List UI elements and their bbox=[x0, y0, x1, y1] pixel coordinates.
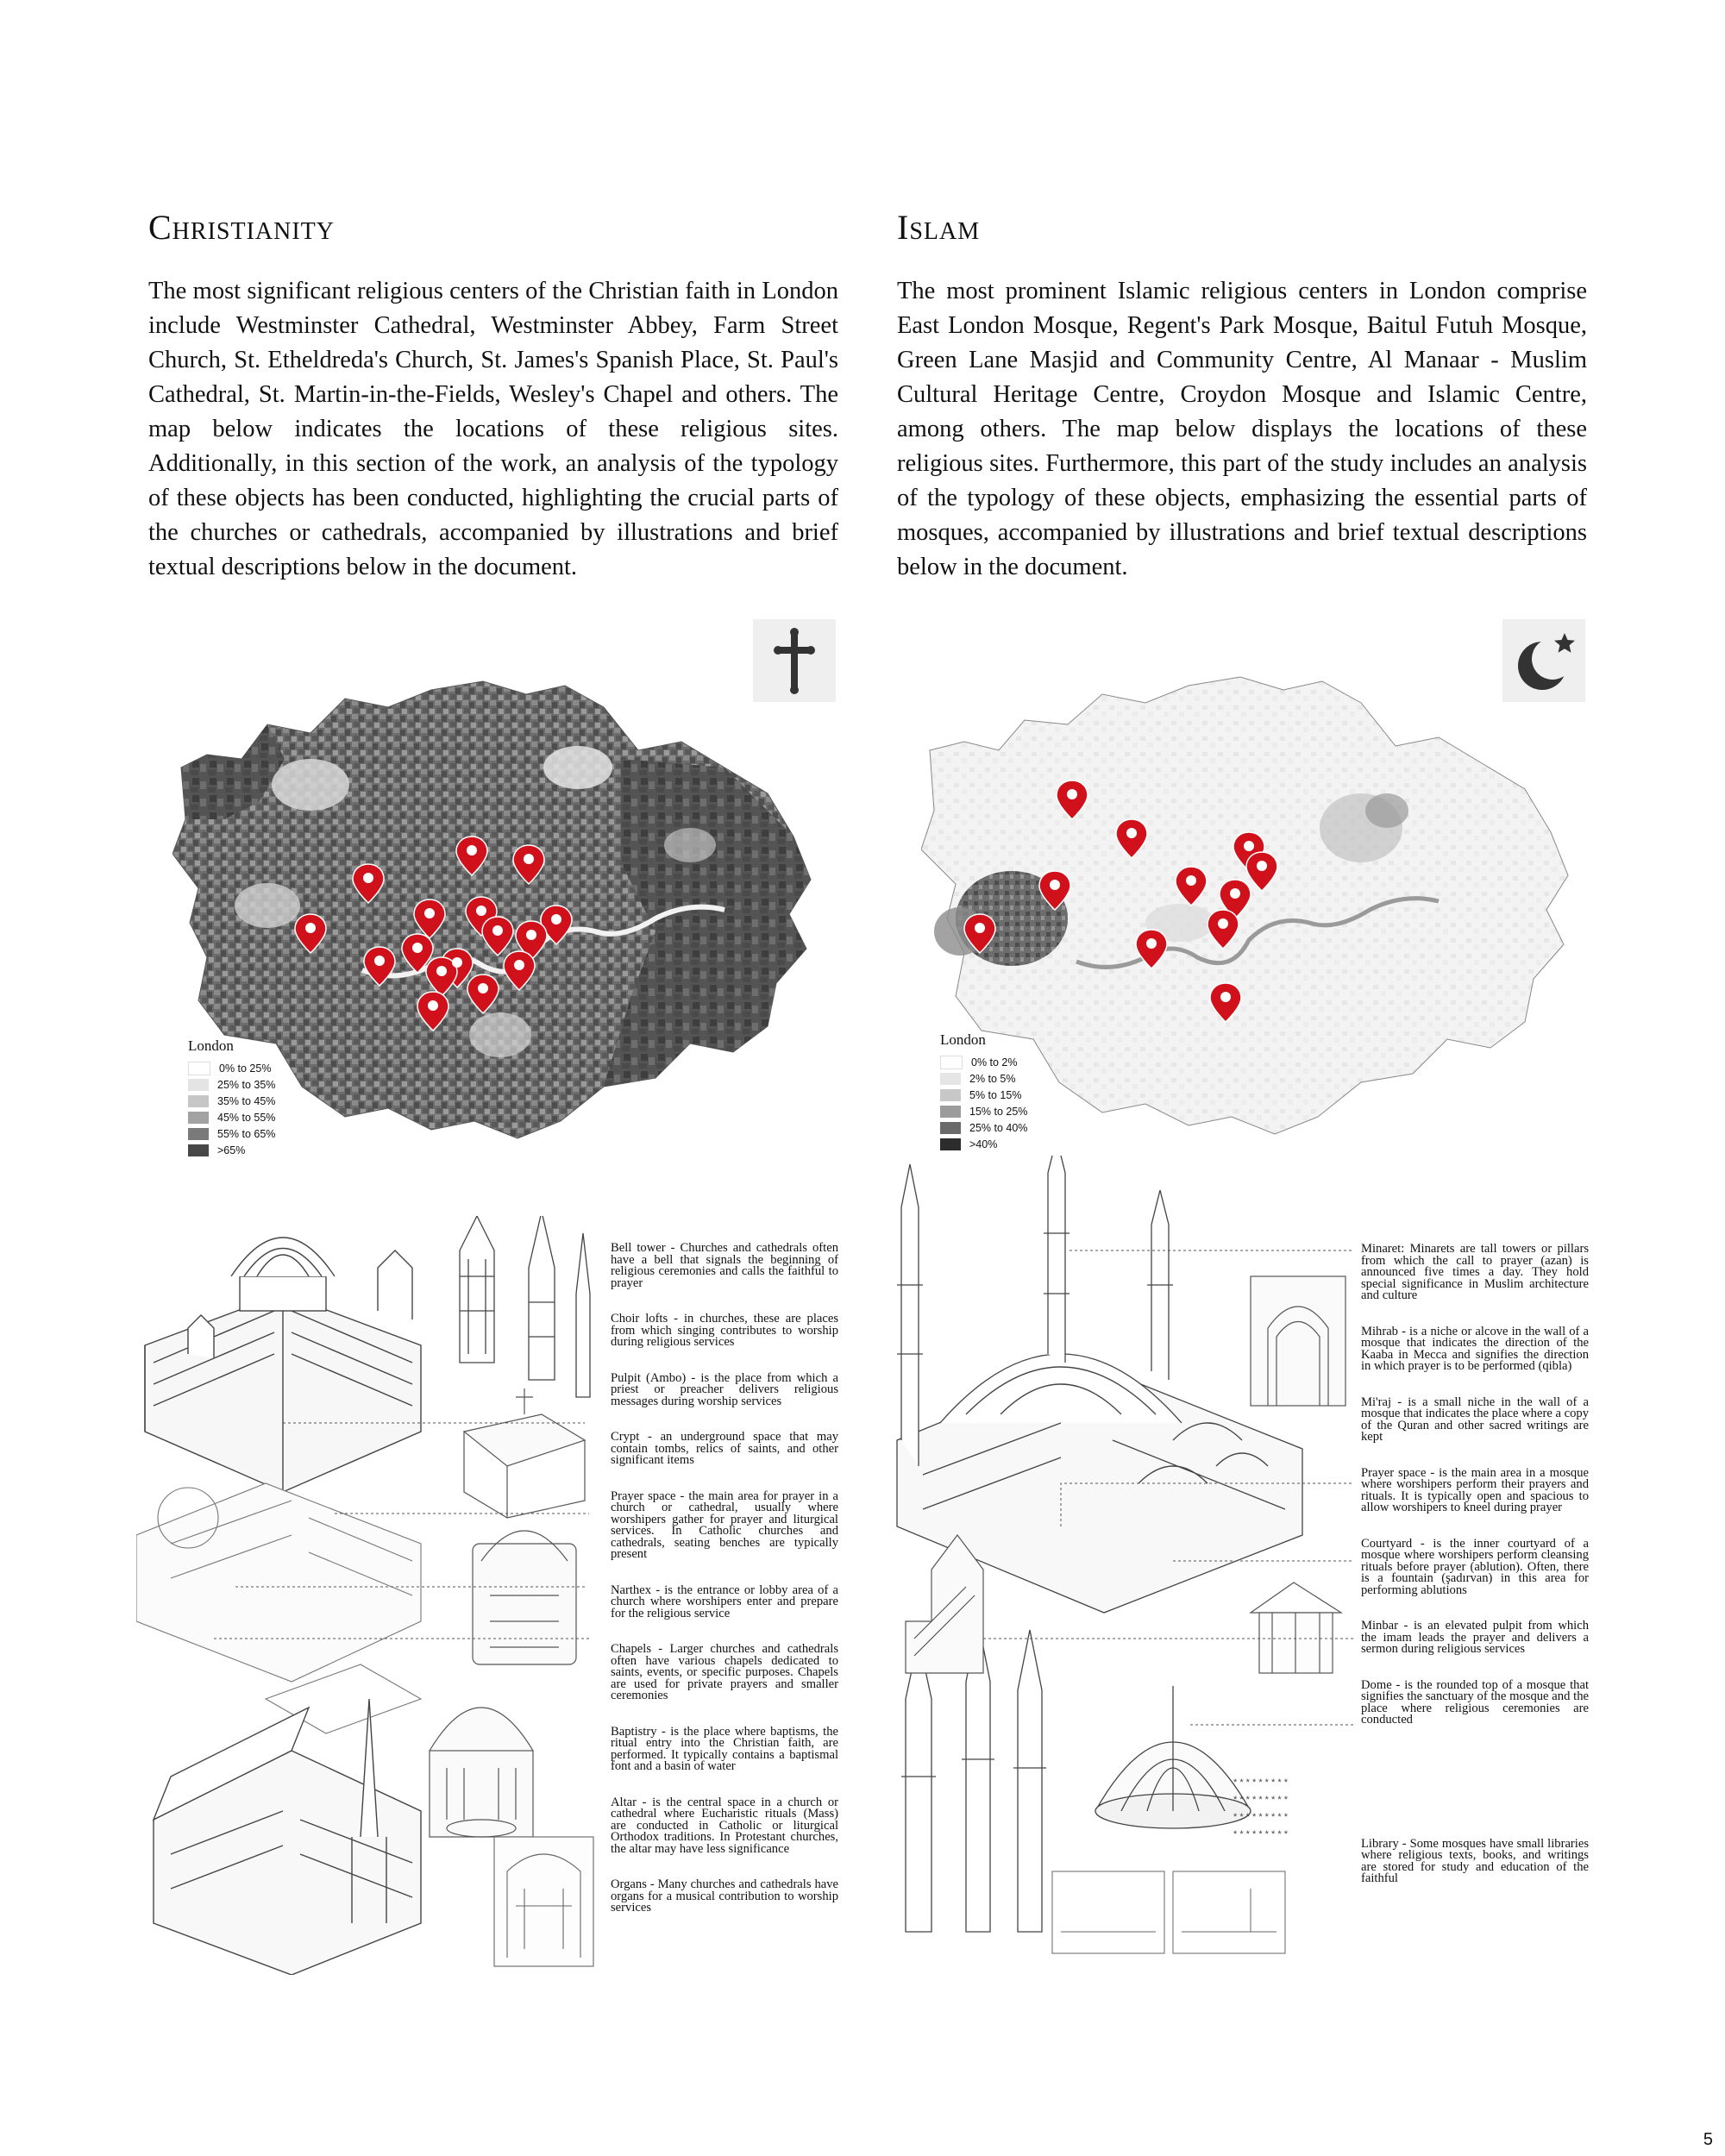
islam-map-legend bbox=[940, 1031, 1027, 1152]
minbar-drawing bbox=[906, 1535, 983, 1673]
legend-label: 0% to 25% bbox=[219, 1062, 272, 1075]
description-crypt: Crypt - an underground space that may contain tombs, relics of saints, and other significant items bbox=[611, 1430, 838, 1467]
legend-label: >40% bbox=[969, 1138, 998, 1150]
islam-title: Islam bbox=[897, 208, 981, 247]
islam-descriptions bbox=[1361, 1244, 1589, 1909]
legend-row bbox=[940, 1136, 1027, 1152]
christianity-title: Christianity bbox=[148, 208, 335, 247]
legend-label: >65% bbox=[217, 1144, 246, 1156]
legend-swatch bbox=[940, 1138, 961, 1150]
islam-legend-title: London bbox=[940, 1031, 986, 1048]
church-plan-drawing bbox=[136, 1483, 421, 1733]
legend-swatch bbox=[940, 1089, 961, 1101]
mosque-typology-illustrations bbox=[888, 1156, 1354, 1975]
description-miraj: Mi'raj - is a small niche in the wall of a mosque that indicates the place where a copy of the Quran and other sacred writings are kept bbox=[1361, 1395, 1589, 1444]
legend-row bbox=[940, 1103, 1027, 1119]
pulpit-drawing bbox=[464, 1388, 585, 1518]
christianity-descriptions bbox=[611, 1243, 838, 1939]
legend-swatch bbox=[188, 1128, 209, 1140]
legend-label: 15% to 25% bbox=[969, 1105, 1028, 1118]
legend-swatch bbox=[940, 1056, 963, 1069]
legend-swatch bbox=[188, 1144, 209, 1156]
description-prayer-space: Prayer space - is the main area in a mosque where worshipers perform their prayers and rituals. It is typically open and spacious to allow worshipers to kneel during prayer bbox=[1361, 1465, 1589, 1514]
description-altar: Altar - is the central space in a church or cathedral where Eucharistic rituals (Mass) are conducted in Catholic or liturgical Orthodox traditions. In Protestant churches, the altar may have less significance bbox=[611, 1795, 838, 1856]
legend-row bbox=[188, 1125, 275, 1142]
description-pulpit: Pulpit (Ambo) - is the place from which a priest or preacher delivers religious messages during worship services bbox=[611, 1370, 838, 1408]
description-baptistry: Baptistry - is the place where baptisms, the ritual entry into the Christian faith, are performed. It typically contains a baptismal font and a basin of water bbox=[611, 1724, 838, 1773]
fountain-drawing bbox=[1251, 1583, 1341, 1673]
description-choir-lofts: Choir lofts - in churches, these are places from which singing contributes to worship during religious services bbox=[611, 1312, 838, 1349]
description-narthex: Narthex - is the entrance or lobby area of a church where worshipers enter and prepare for the religious service bbox=[611, 1583, 838, 1620]
description-bell-tower: Bell tower - Churches and cathedrals often have a bell that signals the beginning of religious ceremonies and calls the faithful to prayer bbox=[611, 1241, 838, 1290]
legend-label: 25% to 40% bbox=[969, 1121, 1028, 1134]
legend-label: 2% to 5% bbox=[969, 1072, 1016, 1085]
svg-text:* * * * * * * * *: * * * * * * * * * bbox=[1233, 1812, 1288, 1822]
legend-label: 5% to 15% bbox=[969, 1088, 1022, 1101]
bell-tower-drawings bbox=[460, 1216, 590, 1397]
legend-row bbox=[940, 1119, 1027, 1136]
legend-label: 55% to 65% bbox=[217, 1127, 276, 1140]
legend-row bbox=[188, 1093, 275, 1109]
altar-drawing bbox=[494, 1837, 593, 1966]
dome-drawing bbox=[1095, 1686, 1251, 1828]
legend-swatch bbox=[188, 1079, 209, 1091]
gothic-church-drawing bbox=[154, 1699, 421, 1975]
legend-swatch bbox=[188, 1062, 210, 1075]
legend-swatch bbox=[188, 1112, 209, 1124]
description-prayer-space: Prayer space - the main area for prayer in a church or cathedral, usually where worshipers gather for prayer and liturgical services. In Catholic churches and cathedrals, seating benches are typically present bbox=[611, 1489, 838, 1561]
description-chapels: Chapels - Larger churches and cathedrals often have various chapels dedicated to saints, events, or specific purposes. Chapels are used for private prayers and smaller ceremonies bbox=[611, 1642, 838, 1702]
legend-swatch bbox=[188, 1095, 209, 1107]
legend-row bbox=[188, 1142, 275, 1158]
legend-label: 25% to 35% bbox=[217, 1078, 276, 1091]
description-minbar: Minbar - is an elevated pulpit from which the imam leads the prayer and delivers a sermon during religious services bbox=[1361, 1619, 1589, 1656]
legend-row bbox=[940, 1054, 1027, 1070]
description-library: Library - Some mosques have small libraries where religious texts, books, and writings are stored for study and education of the faithful bbox=[1361, 1836, 1589, 1885]
description-dome: Dome - is the rounded top of a mosque that signifies the sanctuary of the mosque and the place where religious ceremonies are conducted bbox=[1361, 1677, 1589, 1727]
legend-swatch bbox=[940, 1122, 961, 1134]
baptistry-drawing bbox=[430, 1708, 533, 1837]
christianity-map-legend bbox=[188, 1037, 275, 1158]
legend-row bbox=[940, 1070, 1027, 1087]
prayer-space-drawing bbox=[473, 1531, 576, 1664]
legend-row bbox=[940, 1087, 1027, 1103]
legend-row bbox=[188, 1109, 275, 1125]
description-courtyard: Courtyard - is the inner courtyard of a mosque where worshipers perform cleansing rituals before prayer (ablution). Often, there is a fountain (şadırvan) in this area for performing ablutions bbox=[1361, 1536, 1589, 1597]
description-organs: Organs - Many churches and cathedrals have organs for a musical contribution to worship services bbox=[611, 1877, 838, 1915]
christianity-intro: The most significant religious centers of the Christian faith in London include Westminster Cathedral, Westminster Abbey, Farm Street Church, St. Etheldreda's Church, St. James's Spanish Place, St. Paul's Cathedral, St. Martin-in-the-Fields, Wesley's Chapel and others. The map below indicates the locations of these religious sites. Additionally, in this section of the work, an analysis of the typology of these objects has been conducted, highlighting the crucial parts of the churches or cathedrals, accompanied by illustrations and brief textual descriptions below in the document. bbox=[148, 278, 838, 580]
legend-label: 0% to 2% bbox=[971, 1056, 1018, 1069]
legend-swatch bbox=[940, 1106, 961, 1118]
legend-label: 45% to 55% bbox=[217, 1111, 276, 1124]
description-minaret: Minaret: Minarets are tall towers or pillars from which the call to prayer (azan) is announced five times a day. They hold special significance in Muslim architecture and culture bbox=[1361, 1242, 1589, 1302]
christianity-legend-title: London bbox=[188, 1037, 234, 1054]
mihrab-drawing bbox=[1251, 1276, 1346, 1406]
islam-intro: The most prominent Islamic religious centers in London comprise East London Mosque, Regent's Park Mosque, Baitul Futuh Mosque, Green Lane Masjid and Community Centre, Al Manaar - Muslim Cultural Heritage Centre, Croydon Mosque and Islamic Centre, among others. The map below displays the locations of these religious sites. Furthermore, this part of the study includes an analysis of the typology of these objects, emphasizing the essential parts of mosques, accompanied by illustrations and brief textual descriptions below in the document. bbox=[897, 278, 1587, 580]
page-number: 5 bbox=[1703, 2130, 1713, 2149]
legend-row bbox=[188, 1060, 275, 1076]
svg-text:* * * * * * * * *: * * * * * * * * * bbox=[1233, 1829, 1288, 1839]
svg-text:* * * * * * * * *: * * * * * * * * * bbox=[1233, 1777, 1288, 1788]
description-mihrab: Mihrab - is a niche or alcove in the wall of a mosque that indicates the direction of the Kaaba in Mecca and signifies the direction in which prayer is to be performed (qibla) bbox=[1361, 1324, 1589, 1373]
church-typology-illustrations bbox=[136, 1216, 602, 1975]
congregation-diagram bbox=[1052, 1871, 1285, 1953]
cathedral-drawing bbox=[145, 1216, 421, 1492]
legend-label: 35% to 45% bbox=[217, 1094, 276, 1107]
svg-text:* * * * * * * * *: * * * * * * * * * bbox=[1233, 1795, 1288, 1805]
legend-row bbox=[188, 1076, 275, 1093]
legend-swatch bbox=[940, 1073, 961, 1085]
